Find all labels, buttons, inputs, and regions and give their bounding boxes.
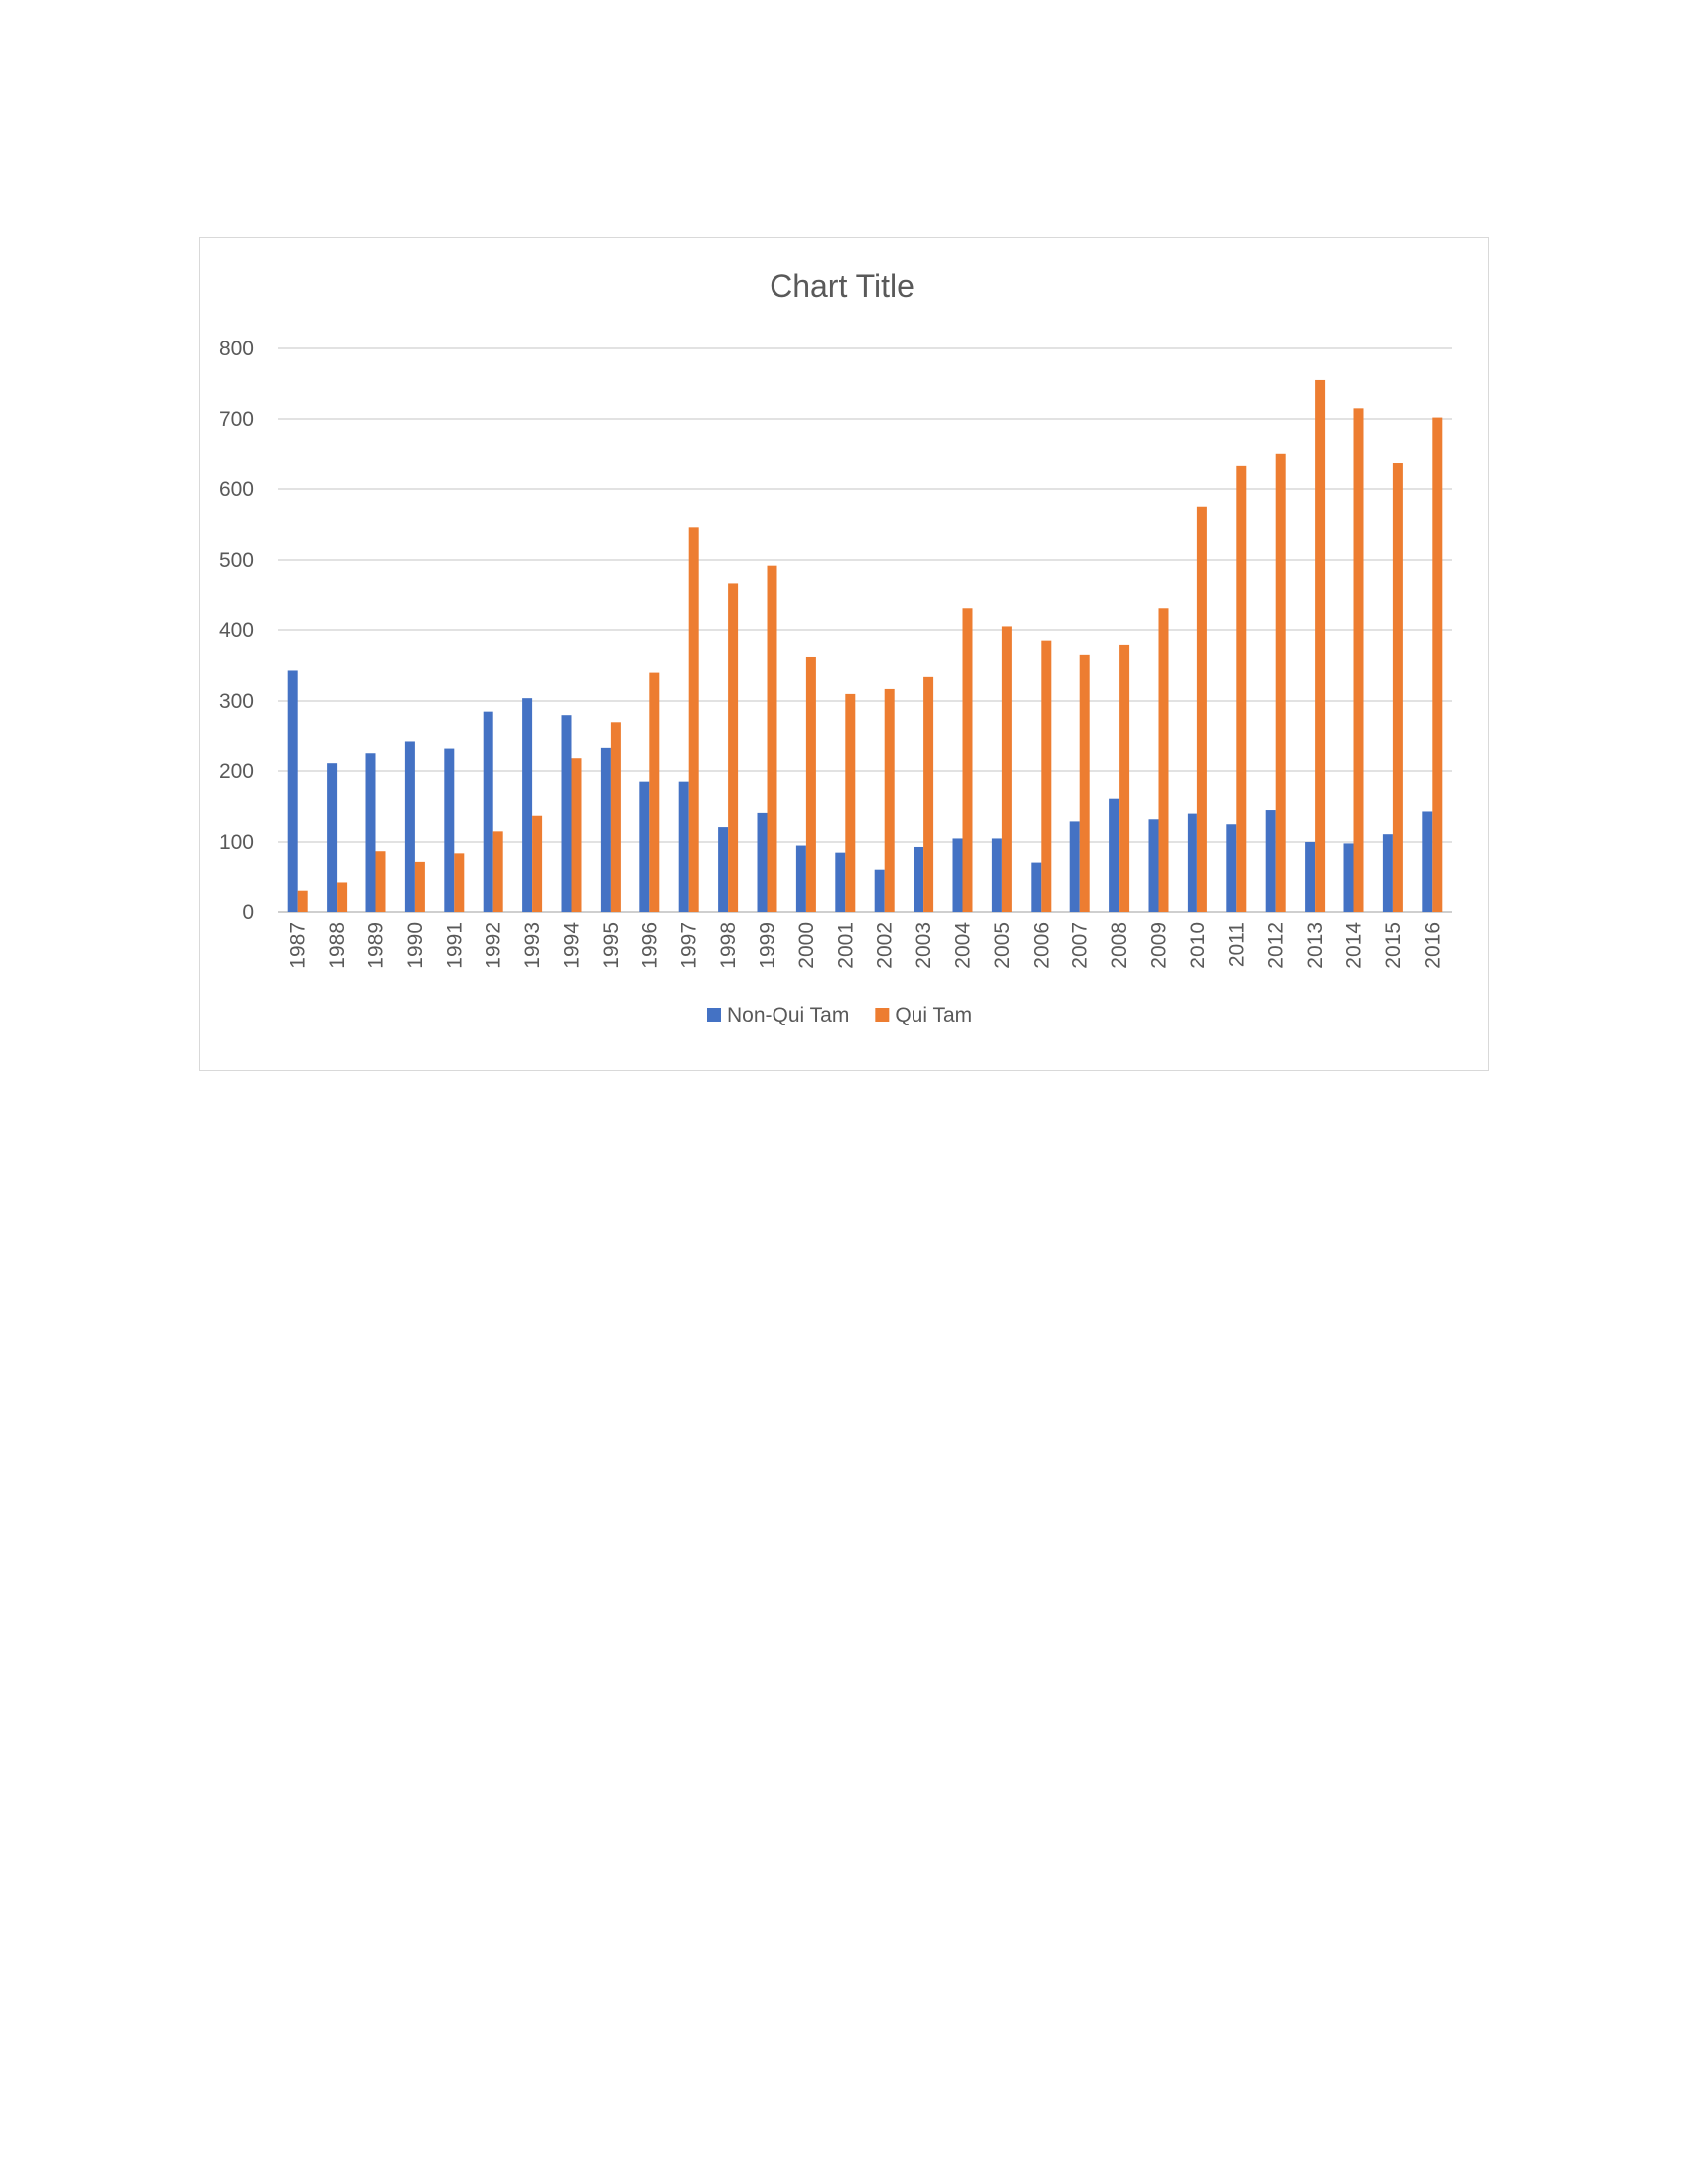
- y-tick-label: 100: [218, 831, 254, 854]
- x-tick-label: 2014: [1342, 922, 1366, 969]
- bar-non-qui-tam-2010: [1188, 814, 1197, 912]
- bar-non-qui-tam-2003: [914, 847, 923, 912]
- bar-qui-tam-2009: [1159, 608, 1169, 912]
- x-tick-label: 2009: [1147, 922, 1171, 969]
- bar-qui-tam-1987: [298, 891, 308, 912]
- bar-non-qui-tam-2008: [1109, 799, 1119, 912]
- x-tick-label: 1995: [599, 922, 623, 969]
- bar-qui-tam-2013: [1315, 380, 1325, 912]
- bar-non-qui-tam-1997: [679, 782, 689, 912]
- x-tick-label: 1989: [364, 922, 388, 969]
- x-tick-label: 1987: [286, 922, 310, 969]
- bar-non-qui-tam-1988: [327, 763, 337, 912]
- bar-non-qui-tam-1994: [562, 715, 572, 912]
- x-tick-label: 1992: [482, 922, 505, 969]
- y-tick-label: 200: [218, 760, 254, 783]
- bar-qui-tam-1997: [689, 527, 699, 912]
- x-tick-label: 2000: [794, 922, 818, 969]
- y-tick-label: 700: [218, 408, 254, 431]
- x-tick-label: 2004: [951, 922, 975, 969]
- bar-qui-tam-1996: [649, 673, 659, 912]
- bar-qui-tam-1999: [768, 566, 777, 912]
- y-tick-label: 0: [242, 901, 254, 924]
- legend-label-non-qui-tam: Non-Qui Tam: [727, 1004, 850, 1026]
- bar-qui-tam-2010: [1197, 507, 1207, 912]
- x-tick-label: 2007: [1068, 922, 1092, 969]
- x-tick-label: 2003: [913, 922, 936, 969]
- x-tick-label: 2013: [1304, 922, 1328, 969]
- bar-non-qui-tam-2002: [875, 870, 885, 912]
- bar-non-qui-tam-2012: [1266, 810, 1276, 912]
- bar-non-qui-tam-1992: [484, 712, 493, 912]
- bar-qui-tam-2006: [1041, 641, 1051, 912]
- bar-qui-tam-2008: [1119, 645, 1129, 912]
- bar-non-qui-tam-2009: [1149, 819, 1159, 912]
- bar-qui-tam-1992: [493, 831, 503, 912]
- bar-qui-tam-2004: [963, 608, 973, 912]
- x-tick-label: 2002: [873, 922, 897, 969]
- legend-label-qui-tam: Qui Tam: [895, 1004, 973, 1026]
- bar-non-qui-tam-2005: [992, 838, 1002, 912]
- bar-qui-tam-2000: [806, 657, 816, 912]
- bar-qui-tam-1995: [611, 722, 621, 912]
- bar-non-qui-tam-2006: [1031, 863, 1041, 912]
- bar-non-qui-tam-1999: [758, 813, 768, 912]
- bar-qui-tam-2002: [885, 689, 895, 912]
- bar-qui-tam-2015: [1393, 463, 1403, 912]
- bar-qui-tam-2011: [1236, 466, 1246, 912]
- x-tick-label: 1988: [326, 922, 350, 969]
- x-tick-label: 1991: [443, 922, 467, 969]
- y-axis-ticks: [219, 338, 254, 924]
- bar-chart: [199, 237, 1489, 1071]
- x-tick-label: 1994: [560, 922, 584, 969]
- bar-qui-tam-2014: [1354, 408, 1364, 912]
- bar-non-qui-tam-1987: [288, 670, 298, 912]
- bar-qui-tam-1998: [728, 583, 738, 912]
- legend: [707, 1004, 972, 1026]
- x-tick-label: 1999: [756, 922, 779, 969]
- bar-qui-tam-1990: [415, 862, 425, 912]
- bar-qui-tam-1988: [337, 882, 347, 912]
- bar-non-qui-tam-1998: [718, 827, 728, 912]
- y-tick-label: 500: [218, 549, 254, 572]
- bar-non-qui-tam-1996: [639, 782, 649, 912]
- legend-swatch-qui-tam: [875, 1008, 889, 1022]
- legend-swatch-non-qui-tam: [707, 1008, 721, 1022]
- x-tick-label: 2012: [1264, 922, 1288, 969]
- x-tick-label: 2015: [1381, 922, 1405, 969]
- bar-non-qui-tam-1989: [366, 753, 376, 912]
- chart-title: Chart Title: [770, 268, 914, 304]
- bar-qui-tam-2016: [1432, 418, 1442, 912]
- x-tick-label: 2011: [1225, 922, 1249, 968]
- bar-qui-tam-1994: [572, 758, 582, 912]
- x-tick-label: 1997: [677, 922, 701, 969]
- x-tick-label: 2016: [1421, 922, 1445, 969]
- x-tick-label: 1998: [717, 922, 741, 969]
- bar-qui-tam-2003: [923, 677, 933, 912]
- bar-qui-tam-2012: [1276, 454, 1286, 912]
- x-tick-label: 2006: [1030, 922, 1054, 969]
- bar-qui-tam-2007: [1080, 655, 1090, 912]
- bar-qui-tam-1989: [376, 851, 386, 912]
- bar-non-qui-tam-2007: [1070, 821, 1080, 912]
- bars: [288, 380, 1443, 912]
- bar-non-qui-tam-1991: [444, 749, 454, 912]
- y-tick-label: 400: [218, 619, 254, 642]
- y-tick-label: 300: [218, 690, 254, 713]
- bar-non-qui-tam-2015: [1383, 834, 1393, 912]
- bar-non-qui-tam-2000: [796, 846, 806, 912]
- x-tick-label: 2008: [1108, 922, 1132, 969]
- bar-non-qui-tam-2011: [1226, 824, 1236, 912]
- x-tick-label: 2005: [990, 922, 1014, 969]
- bar-non-qui-tam-1993: [522, 698, 532, 912]
- x-tick-label: 1993: [521, 922, 545, 969]
- bar-qui-tam-1991: [454, 853, 464, 912]
- x-tick-label: 1996: [638, 922, 662, 969]
- x-tick-label: 1990: [403, 922, 427, 969]
- bar-non-qui-tam-2004: [953, 838, 963, 912]
- y-tick-label: 800: [218, 338, 254, 360]
- bar-qui-tam-1993: [532, 816, 542, 912]
- bar-non-qui-tam-2014: [1344, 843, 1354, 912]
- bar-non-qui-tam-2013: [1305, 842, 1315, 912]
- bar-non-qui-tam-2016: [1422, 811, 1432, 912]
- bar-qui-tam-2001: [845, 694, 855, 912]
- bar-qui-tam-2005: [1002, 626, 1012, 912]
- x-tick-label: 2001: [834, 922, 858, 969]
- bar-non-qui-tam-2001: [835, 853, 845, 912]
- x-axis-ticks: [287, 922, 1445, 969]
- bar-non-qui-tam-1990: [405, 741, 415, 912]
- x-tick-label: 2010: [1186, 922, 1209, 969]
- bar-non-qui-tam-1995: [601, 748, 611, 912]
- y-tick-label: 600: [218, 478, 254, 501]
